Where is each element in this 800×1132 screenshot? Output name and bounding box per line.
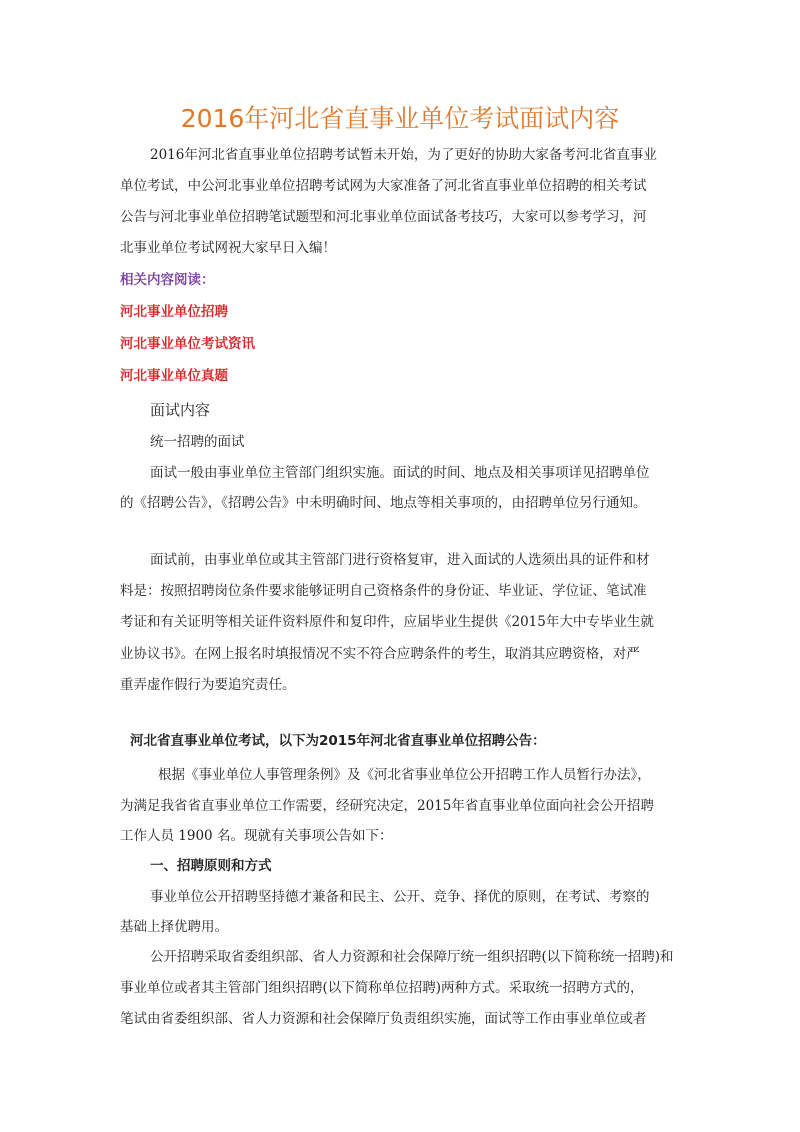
- announcement-para1-line-3: 工作人员 1900 名。现就有关事项公告如下：: [120, 828, 393, 844]
- announcement-para1-line-1: 根据《事业单位人事管理条例》及《河北省事业单位公开招聘工作人员暂行办法》，: [158, 767, 651, 783]
- related-reading-label: 相关内容阅读：: [120, 272, 215, 288]
- recruitment-principle-heading: 一、招聘原则和方式: [150, 858, 272, 874]
- page-title: 2016年河北省直事业单位考试面试内容: [180, 104, 620, 133]
- related-link-past-papers[interactable]: 河北事业单位真题: [120, 368, 228, 384]
- interview-para1-line-1: 面试一般由事业单位主管部门组织实施。面试的时间、地点及相关事项详见招聘单位: [150, 465, 650, 481]
- announcement-para3-line-3: 笔试由省委组织部、省人力资源和社会保障厅负责组织实施，面试等工作由事业单位或者: [120, 1011, 647, 1027]
- announcement-para3-line-2: 事业单位或者其主管部门组织招聘(以下简称单位招聘)两种方式。采取统一招聘方式的，: [120, 980, 644, 996]
- announcement-para2-line-1: 事业单位公开招聘坚持德才兼备和民主、公开、竞争、择优的原则，在考试、考察的: [150, 889, 650, 905]
- interview-subheading: 统一招聘的面试: [150, 434, 245, 450]
- interview-para2-line-4: 业协议书》。在网上报名时填报情况不实不符合应聘条件的考生，取消其应聘资格，对严: [120, 646, 640, 662]
- interview-para2-line-3: 考证和有关证明等相关证件资料原件和复印件，应届毕业生提供《2015年大中专毕业生就: [120, 614, 654, 630]
- intro-line-4: 北事业单位考试网祝大家早日入编！: [120, 240, 336, 256]
- announcement-para2-line-2: 基础上择优聘用。: [120, 919, 228, 935]
- interview-para2-line-5: 重弄虚作假行为要追究责任。: [120, 677, 296, 693]
- related-link-recruitment[interactable]: 河北事业单位招聘: [120, 304, 228, 320]
- announcement-para1-line-2: 为满足我省省直事业单位工作需要，经研究决定，2015年省直事业单位面向社会公开招聘: [120, 798, 654, 814]
- interview-para2-line-1: 面试前，由事业单位或其主管部门进行资格复审，进入面试的人选须出具的证件和材: [150, 552, 650, 568]
- announcement-heading: 河北省直事业单位考试，以下为2015年河北省直事业单位招聘公告：: [130, 733, 546, 749]
- intro-line-2: 单位考试，中公河北事业单位招聘考试网为大家准备了河北省直事业单位招聘的相关考试: [120, 178, 647, 194]
- interview-para2-line-2: 料是：按照招聘岗位条件要求能够证明自己资格条件的身份证、毕业证、学位证、笔试准: [120, 583, 647, 599]
- intro-line-3: 公告与河北事业单位招聘笔试题型和河北事业单位面试备考技巧，大家可以参考学习，河: [120, 209, 647, 225]
- interview-para1-line-2: 的《招聘公告》，《招聘公告》中未明确时间、地点等相关事项的，由招聘单位另行通知。: [120, 495, 647, 511]
- interview-heading: 面试内容: [150, 401, 211, 419]
- announcement-para3-line-1: 公开招聘采取省委组织部、省人力资源和社会保障厅统一组织招聘(以下简称统一招聘)和: [150, 949, 674, 965]
- related-link-exam-news[interactable]: 河北事业单位考试资讯: [120, 336, 255, 352]
- intro-line-1: 2016年河北省直事业单位招聘考试暂未开始，为了更好的协助大家备考河北省直事业: [150, 147, 657, 163]
